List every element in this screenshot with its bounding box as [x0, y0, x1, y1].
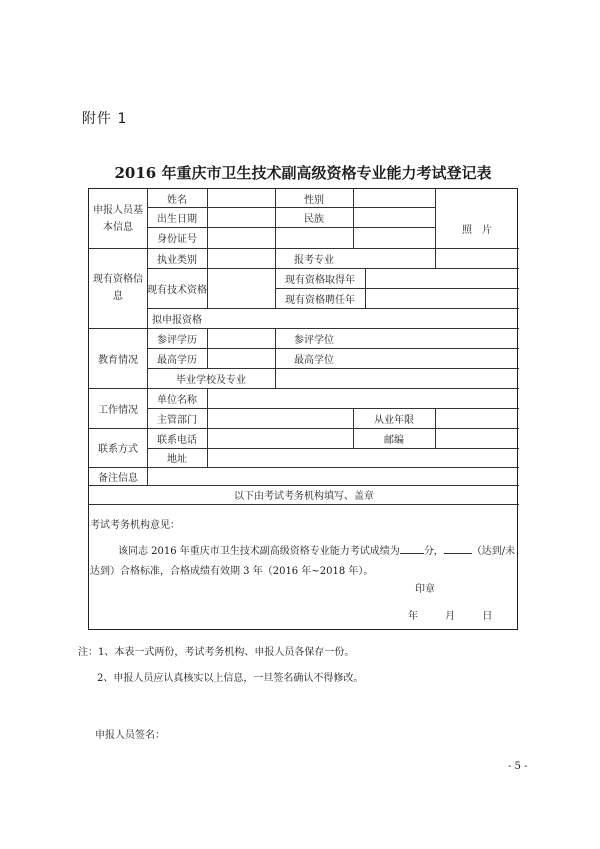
photo-box: 照 片 [462, 225, 492, 236]
label-address: 地址 [167, 454, 187, 465]
label-evaluation-degree: 参评学位 [294, 334, 334, 346]
attachment-label: 附件 1 [82, 111, 128, 127]
agency-opinion-text [90, 542, 516, 582]
opinion-text-part3: （达到/未达到）合格标准，合格成绩有效期 3 年（2016 年~2018 年）。 [90, 546, 516, 577]
grid-line [89, 504, 519, 505]
grid-line [435, 408, 436, 448]
agency-opinion-label: 考试考务机构意见： [90, 520, 180, 531]
label-name: 姓名 [167, 194, 187, 206]
date-label: 年 月 日 [408, 611, 493, 622]
label-phone: 联系电话 [157, 434, 197, 446]
label-qualification-hired-year: 现有资格聘任年 [285, 294, 355, 306]
section-work: 工作情况 [98, 404, 138, 416]
label-highest-education: 最高学历 [157, 354, 197, 366]
label-highest-degree: 最高学位 [294, 354, 334, 366]
score-blank [400, 542, 424, 554]
page-number: - 5 - [508, 761, 528, 772]
section-applicant-info: 申报人员基本信息 [93, 205, 143, 233]
label-practice-category: 执业类别 [157, 254, 197, 266]
agency-section-banner: 以下由考试考务机构填写、盖章 [234, 491, 374, 502]
section-education: 教育情况 [98, 354, 138, 366]
grid-line [207, 248, 208, 308]
grid-line [207, 388, 208, 467]
note-2: 2、申报人员应认真核实以上信息，一旦签名确认不得修改。 [97, 673, 364, 684]
note-1: 注：1、本表一式两份，考试考务机构、申报人员各保存一份。 [78, 647, 355, 658]
label-birth-date: 出生日期 [157, 213, 197, 225]
label-supervising-dept: 主管部门 [157, 414, 197, 426]
grid-line [275, 368, 276, 388]
section-remarks: 备注信息 [98, 472, 138, 484]
grid-line [353, 189, 354, 248]
label-years-in-profession: 从业年限 [374, 414, 414, 426]
section-contact: 联系方式 [98, 444, 138, 455]
grid-line [365, 268, 366, 308]
section-qualification-info: 现有资格信息 [93, 274, 143, 302]
label-qualification-obtained-year: 现有资格取得年 [285, 274, 355, 286]
grid-line [207, 328, 208, 368]
label-id-number: 身份证号 [157, 234, 197, 245]
label-planned-qualification: 拟申报资格 [152, 314, 202, 326]
opinion-text-part2: 分， [423, 546, 444, 557]
pass-status-blank [444, 542, 472, 554]
label-graduate-school: 毕业学校及专业 [176, 374, 246, 386]
label-postal-code: 邮编 [384, 434, 404, 446]
label-employer-name: 单位名称 [157, 394, 197, 406]
signature-label: 申报人员签名： [95, 730, 165, 741]
opinion-text-part1: 该同志 2016 年重庆市卫生技术副高级资格专业能力考试成绩为 [118, 546, 400, 557]
label-exam-specialty: 报考专业 [294, 254, 334, 266]
form-title: 2016 年重庆市卫生技术副高级资格专业能力考试登记表 [114, 164, 492, 182]
label-ethnicity: 民族 [304, 213, 324, 225]
grid-line [207, 189, 208, 248]
label-evaluation-education: 参评学历 [157, 334, 197, 346]
label-gender: 性别 [304, 194, 324, 206]
label-current-tech-qualification: 现有技术资格 [147, 284, 207, 296]
grid-line [89, 467, 519, 468]
seal-label: 印章 [415, 584, 435, 595]
